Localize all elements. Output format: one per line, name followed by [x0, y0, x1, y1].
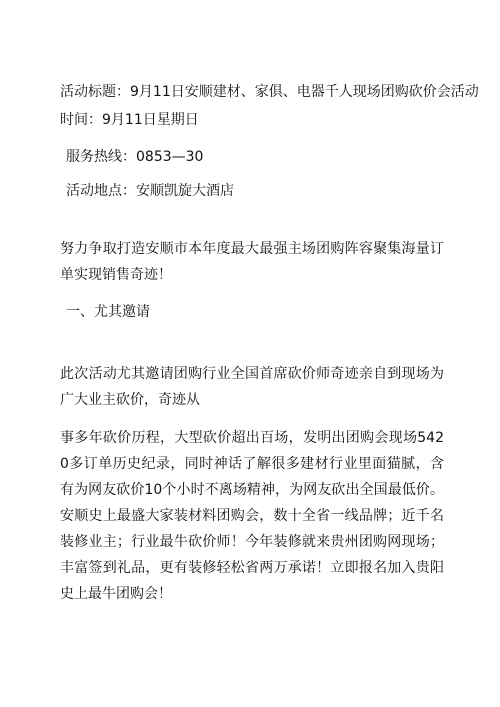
- body-paragraph: 事多年砍价历程，大型砍价超出百场，发明出团购会现场5420多订单历史纪录，同时神话了解很多建材行业里面猫腻，含有为网友砍价10个小时不离场精神，为网友砍出全国最低价。安顺史上最盛大家装材料团购会，数十全省一线品牌；近千名装修业主；行业最牛砍价师！今年装修就来贵州团购网现场；丰富签到礼品，更有装修轻松省两万承诺！立即报名加入贵阳史上最牛团购会！: [60, 430, 444, 602]
- activity-time-line: 时间：9月11日星期日: [60, 112, 199, 128]
- venue-line: 活动地点：安顺凯旋大酒店: [66, 183, 234, 199]
- invite-paragraph: 此次活动尤其邀请团购行业全国首席砍价师奇迹亲自到现场为广大业主砍价，奇迹从: [60, 366, 444, 408]
- section-heading: 一、尤其邀请: [66, 304, 150, 320]
- activity-title-line: 活动标题：9月11日安顺建材、家俱、电器千人现场团购砍价会活动: [60, 84, 479, 100]
- service-hotline-line: 服务热线：0853—30: [66, 149, 204, 165]
- intro-paragraph: 努力争取打造安顺市本年度最大最强主场团购阵容聚集海量订单实现销售奇迹！: [60, 241, 444, 283]
